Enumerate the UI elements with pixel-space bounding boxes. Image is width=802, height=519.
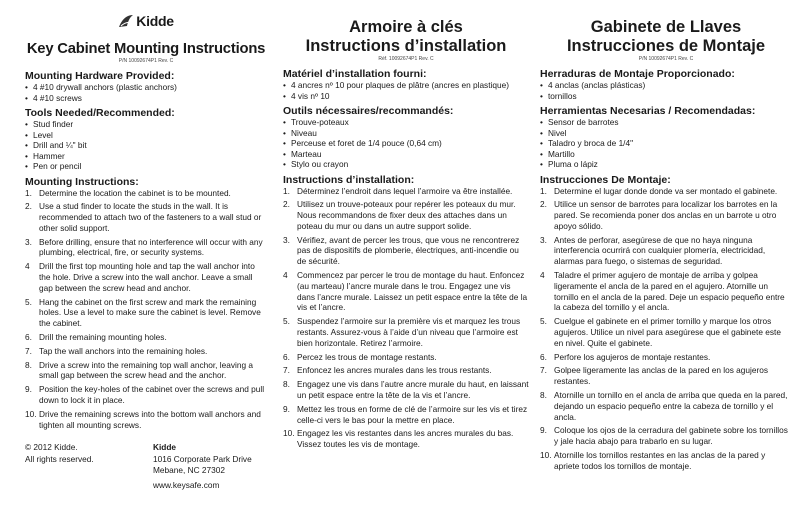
step-text: Atornille los tornillos restantes en las anclas de la pared y apriete todos los tornillos de montaje. (554, 450, 766, 471)
step-text: Percez les trous de montage restants. (297, 351, 437, 362)
step-number: 7. (540, 365, 547, 376)
list-item: • Pen or pencil (25, 161, 267, 172)
spanish-column (540, 0, 792, 475)
list-item: • Pluma o lápiz (540, 159, 792, 170)
step-number: 10. (25, 408, 37, 419)
step-number: 3. (25, 236, 32, 247)
step-text: Before drilling, ensure that no interference will occur with any plumbing, electrical, fire, or security systems. (39, 236, 263, 258)
list-item: • Hammer (25, 151, 267, 162)
step-text: Drill the remaining mounting holes. (39, 332, 167, 343)
steps-heading: Mounting Instructions: (25, 175, 139, 188)
list-item: • 4 vis nº 10 (283, 91, 529, 102)
kidde-logo (25, 10, 267, 32)
step-number: 8. (540, 390, 547, 401)
title-line-2: Instrucciones de Montaje (566, 37, 766, 55)
footer (25, 442, 267, 491)
list-item: • 4 ancres nº 10 pour plaques de plâtre (ancres en plastique) (283, 80, 529, 91)
address-block (153, 442, 267, 491)
title-line-1: Gabinete de Llaves (590, 18, 742, 36)
step-text: Engagez les vis restantes dans les ancres murales du bas. Vissez toutes les vis de montage. (297, 428, 514, 450)
list-item: • Stud finder (25, 119, 267, 130)
instruction-step (283, 404, 529, 426)
step-text: Enfoncez les ancres murales dans les trous restants. (297, 365, 492, 376)
list-item: • Sensor de barrotes (540, 117, 792, 128)
list-item: • Nivel (540, 128, 792, 139)
instruction-step (283, 199, 529, 231)
part-number: P/N 10092674P1 Rev. C (638, 56, 694, 62)
step-number: 4 (540, 270, 545, 281)
step-number: 5. (540, 316, 547, 327)
instruction-step (25, 360, 267, 382)
spanish-title (540, 18, 792, 56)
step-text: Determine the location the cabinet is to be mounted. (39, 187, 231, 198)
instruction-step (25, 332, 267, 343)
step-text: Utilisez un trouve-poteaux pour repérer les poteaux du mur. Nous recommandons de fixer deux des attaches dans un poteau du mur ou dans un autre support solide. (297, 199, 516, 231)
steps-list (540, 186, 792, 472)
step-number: 3. (540, 234, 547, 245)
step-text: Taladre el primer agujero de montaje de arriba y golpea ligeramente el ancla de la pared en el agujero. Atornille un tornillo en el ancla de la pared. Deje un espacio pequeño entre la cabeza del tornillo y el ancla. (554, 270, 785, 313)
step-text: Antes de perforar, asegúrese de que no haya ninguna interferencia ocurrirá con cualquier plomería, electricidad, alarmas para fuego, o sistemas de seguridad. (554, 234, 766, 267)
tools-heading: Tools Needed/Recommended: (25, 107, 175, 119)
step-text: Suspendez l’armoire sur la première vis et marquez les trous restants. Assurez-vous à l’aide d’un niveau que l’armoire est bien horizontale. Retirez l’armoire. (297, 316, 521, 348)
instruction-step (540, 352, 792, 363)
steps-heading: Instrucciones De Montaje: (540, 173, 671, 186)
step-number: 4 (283, 270, 288, 281)
step-text: Use a stud finder to locate the studs in the wall. It is recommended to attach two of the fasteners to a wall stud or other solid support. (39, 201, 262, 233)
step-number: 9. (25, 384, 32, 395)
step-text: Vérifiez, avant de percer les trous, que vous ne rencontrerez pas de dispositifs de plomberie, électriques, anti-incendie ou de sécurité. (297, 234, 520, 267)
address-line-1: 1016 Corporate Park Drive (153, 453, 252, 464)
copyright-block (25, 442, 153, 491)
step-text: Drive a screw into the remaining top wall anchor, leaving a small gap between the screw head and the anchor. (39, 359, 253, 381)
steps-list (25, 188, 267, 431)
instruction-step (25, 261, 267, 293)
hardware-list (283, 80, 529, 101)
step-text: Mettez les trous en forme de clé de l’armoire sur les vis et tirez celle-ci vers le bas pour la mettre en place. (297, 403, 528, 425)
step-number: 6. (283, 351, 290, 362)
step-text: Commencez par percer le trou de montage du haut. Enfoncez (au marteau) l’ancre murale dans le trou. Engagez une vis dans l’ancre murale. Laissez un petit espace entre la tête de la vis et l’ancre. (297, 270, 528, 313)
instruction-step (25, 297, 267, 329)
instruction-step (283, 352, 529, 363)
step-text: Drill the first top mounting hole and tap the wall anchor into the hole. Drive a screw into the wall anchor. Leave a small gap between the screw head and anchor. (39, 261, 255, 293)
step-number: 8. (283, 379, 290, 390)
tools-list (25, 119, 267, 172)
step-text: Coloque los ojos de la cerradura del gabinete sobre los tornillos y jale hacia abajo para trabarlo en su lugar. (554, 425, 788, 447)
step-text: Déterminez l’endroit dans lequel l’armoire va être installée. (297, 185, 513, 196)
step-text: Drive the remaining screws into the bottom wall anchors and tighten all mounting screws. (39, 408, 261, 430)
instruction-step (540, 199, 792, 231)
step-number: 3. (283, 234, 290, 245)
english-column (25, 0, 267, 491)
website-link[interactable]: www.keysafe.com (153, 479, 220, 490)
title-line-1: Armoire à clés (349, 18, 463, 36)
rights: All rights reserved. (25, 453, 94, 464)
step-number: 2. (540, 199, 547, 210)
step-text: Hang the cabinet on the first screw and mark the remaining holes. Use a level to make sure the cabinet is level. Remove the cabinet. (39, 296, 261, 329)
list-item: • Martillo (540, 149, 792, 160)
step-number: 10. (540, 450, 552, 461)
list-item: • tornillos (540, 91, 792, 102)
list-item: • Marteau (283, 149, 529, 160)
step-number: 7. (283, 365, 290, 376)
step-text: Atornille un tornillo en el ancla de arriba que queda en la pared, dejando un espacio pequeño entre la cabeza de tornillo y el ancla. (554, 390, 788, 422)
step-number: 10. (283, 428, 295, 439)
step-number: 1. (25, 187, 32, 198)
hardware-list (25, 82, 267, 103)
instruction-step (25, 409, 267, 431)
step-text: Tap the wall anchors into the remaining holes. (39, 345, 208, 356)
instruction-step (25, 384, 267, 406)
french-title (283, 18, 529, 56)
title-line-2: Instructions d’installation (305, 37, 507, 55)
list-item: • Drill and ¼" bit (25, 140, 267, 151)
instruction-step (540, 365, 792, 387)
step-number: 6. (25, 332, 32, 343)
step-text: Perfore los agujeros de montaje restantes. (554, 351, 711, 362)
instruction-step (283, 186, 529, 197)
instruction-step (283, 379, 529, 401)
instruction-step (283, 235, 529, 267)
step-number: 2. (283, 199, 290, 210)
step-number: 2. (25, 201, 32, 212)
list-item: • Level (25, 130, 267, 141)
step-text: Determine el lugar donde donde va ser montado el gabinete. (554, 185, 778, 196)
list-item: • 4 #10 drywall anchors (plastic anchors) (25, 82, 267, 93)
page-title: Key Cabinet Mounting Instructions (26, 41, 266, 57)
hardware-list (540, 80, 792, 101)
instruction-step (25, 188, 267, 199)
step-number: 1. (283, 185, 290, 196)
instruction-step (540, 186, 792, 197)
instruction-step (540, 390, 792, 422)
step-number: 6. (540, 351, 547, 362)
instruction-step (540, 316, 792, 348)
part-number: P/N 10092674P1 Rev. C (118, 58, 174, 64)
instruction-step (25, 346, 267, 357)
instruction-step (540, 450, 792, 472)
list-item: • Stylo ou crayon (283, 159, 529, 170)
kidde-swoosh-icon (118, 14, 134, 28)
step-number: 5. (283, 316, 290, 327)
logo-text: Kidde (136, 13, 174, 29)
instruction-step (540, 235, 792, 267)
list-item: • Perceuse et foret de 1/4 pouce (0,64 cm) (283, 138, 529, 149)
company-name: Kidde (153, 442, 177, 453)
steps-list (283, 186, 529, 451)
hardware-heading: Mounting Hardware Provided: (25, 70, 175, 82)
list-item: • 4 anclas (anclas plásticas) (540, 80, 792, 91)
step-number: 7. (25, 345, 32, 356)
list-item: • Trouve-poteaux (283, 117, 529, 128)
hardware-heading: Herraduras de Montaje Proporcionado: (540, 68, 735, 80)
instruction-step (283, 428, 529, 450)
step-number: 9. (283, 403, 290, 414)
tools-list (283, 117, 529, 170)
step-text: Engagez une vis dans l’autre ancre murale du haut, en laissant un petit espace entre la tête de la vis et l’ancre. (297, 379, 529, 401)
address-line-2: Mebane, NC 27302 (153, 465, 225, 476)
step-number: 8. (25, 359, 32, 370)
instruction-step (283, 316, 529, 348)
instruction-step (283, 365, 529, 376)
step-text: Golpee ligeramente las anclas de la pared en los agujeros restantes. (554, 365, 769, 387)
step-text: Position the key-holes of the cabinet over the screws and pull down to lock it in place. (39, 384, 265, 406)
step-text: Cuelgue el gabinete en el primer tornillo y marque los otros agujeros. Utilice un nivel para asegúrese que el gabinete este en nivel. Quite el gabinete. (554, 316, 781, 348)
list-item: • 4 #10 screws (25, 93, 267, 104)
instruction-step (25, 237, 267, 259)
instruction-step (540, 270, 792, 313)
step-number: 4 (25, 261, 30, 272)
hardware-heading: Matériel d’installation fourni: (283, 68, 427, 80)
part-number: Réf. 10092674P1 Rev. C (378, 56, 434, 62)
copyright: © 2012 Kidde. (25, 442, 78, 453)
instruction-step (283, 270, 529, 313)
tools-list (540, 117, 792, 170)
step-number: 1. (540, 185, 547, 196)
list-item: • Taladro y broca de 1/4" (540, 138, 792, 149)
step-number: 9. (540, 425, 547, 436)
list-item: • Niveau (283, 128, 529, 139)
step-text: Utilice un sensor de barrotes para localizar los barrotes en la pared. Se recomienda poner dos anclas en un barrote u otro apoyo sólido. (554, 199, 778, 231)
step-number: 5. (25, 296, 32, 307)
tools-heading: Outils nécessaires/recommandés: (283, 105, 454, 117)
french-column (283, 0, 529, 453)
tools-heading: Herramientas Necesarias / Recomendadas: (540, 105, 756, 117)
instruction-step (25, 201, 267, 233)
steps-heading: Instructions d’installation: (283, 173, 415, 186)
instruction-step (540, 425, 792, 447)
